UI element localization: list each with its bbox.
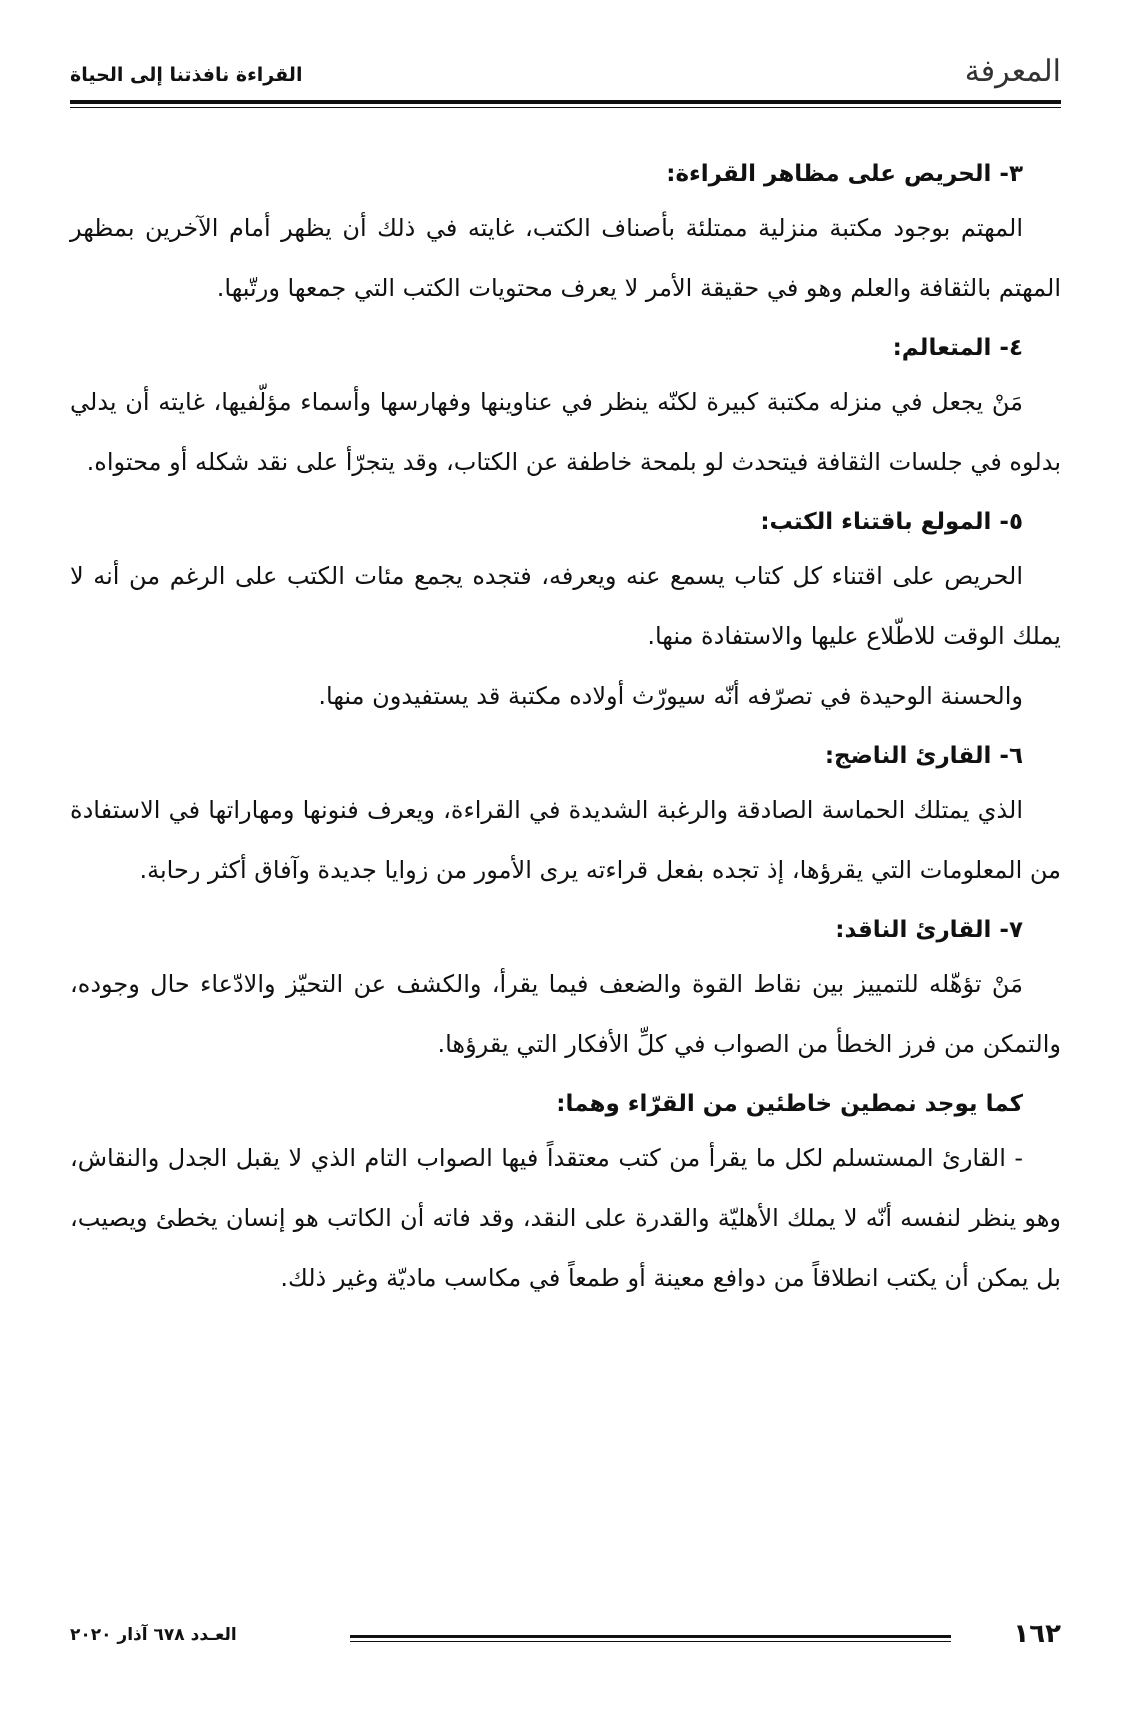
paragraph: الحريص على اقتناء كل كتاب يسمع عنه ويعرفه، فتجده يجمع مئات الكتب على الرغم من أنه لا يملك الوقت للاطّلاع عليها والاستفادة منها. (70, 562, 1061, 650)
paragraph: مَنْ يجعل في منزله مكتبة كبيرة لكنّه ينظر في عناوينها وفهارسها وأسماء مؤلّفيها، غايته أن يدلي بدلوه في جلسات الثقافة فيتحدث لو بلمحة خاطفة عن الكتاب، وقد يتجرّأ على نقد شكله أو محتواه. (70, 388, 1061, 476)
page-footer (70, 1619, 1061, 1659)
section-careful-about-appearances (70, 150, 1061, 318)
header-rule (70, 100, 1061, 104)
section-mature-reader (70, 732, 1061, 900)
section-wrong-patterns (70, 1080, 1061, 1308)
running-title: القراءة نافذتنا إلى الحياة (70, 64, 303, 86)
section-book-collector (70, 498, 1061, 726)
footer-rule (350, 1635, 951, 1642)
section-heading: ٦- القارئ الناضج: (824, 743, 1023, 769)
section-heading: ٧- القارئ الناقد: (835, 917, 1023, 943)
header-rule-thin (70, 107, 1061, 108)
section-heading: ٣- الحريص على مظاهر القراءة: (666, 161, 1023, 187)
section-critical-reader (70, 906, 1061, 1074)
paragraph: المهتم بوجود مكتبة منزلية ممتلئة بأصناف الكتب، غايته في ذلك أن يظهر أمام الآخرين بمظهر المهتم بالثقافة والعلم وهو في حقيقة الأمر لا يعرف محتويات الكتب التي جمعها ورتّبها. (70, 214, 1061, 302)
section-heading: كما يوجد نمطين خاطئين من القرّاء وهما: (556, 1091, 1023, 1117)
page-number: ١٦٢ (1013, 1619, 1061, 1649)
issue-info: العـدد ٦٧٨ آذار ٢٠٢٠ (70, 1625, 237, 1645)
section-pseudo-scholar (70, 324, 1061, 492)
magazine-logo: المعرفة (964, 54, 1061, 89)
paragraph: والحسنة الوحيدة في تصرّفه أنّه سيورّث أولاده مكتبة قد يستفيدون منها. (318, 682, 1023, 710)
paragraph: الذي يمتلك الحماسة الصادقة والرغبة الشديدة في القراءة، ويعرف فنونها ومهاراتها في الاستفادة من المعلومات التي يقرؤها، إذ تجده بفعل قراءته يرى الأمور من زوايا جديدة وآفاق أكثر رحابة. (70, 796, 1061, 884)
section-heading: ٤- المتعالم: (892, 335, 1023, 361)
article-body (70, 150, 1061, 1308)
section-heading: ٥- المولع باقتناء الكتب: (760, 509, 1023, 535)
paragraph: - القارئ المستسلم لكل ما يقرأ من كتب معتقداً فيها الصواب التام الذي لا يقبل الجدل والنقاش، وهو ينظر لنفسه أنّه لا يملك الأهليّة والقدرة على النقد، وقد فاته أن الكاتب هو إنسان يخطئ ويصيب، بل يمكن أن يكتب انطلاقاً من دوافع معينة أو طمعاً في مكاسب ماديّة وغير ذلك. (70, 1144, 1061, 1292)
page-header (70, 50, 1061, 110)
paragraph: مَنْ تؤهّله للتمييز بين نقاط القوة والضعف فيما يقرأ، والكشف عن التحيّز والادّعاء حال وجوده، والتمكن من فرز الخطأ من الصواب في كلِّ الأفكار التي يقرؤها. (70, 970, 1061, 1058)
